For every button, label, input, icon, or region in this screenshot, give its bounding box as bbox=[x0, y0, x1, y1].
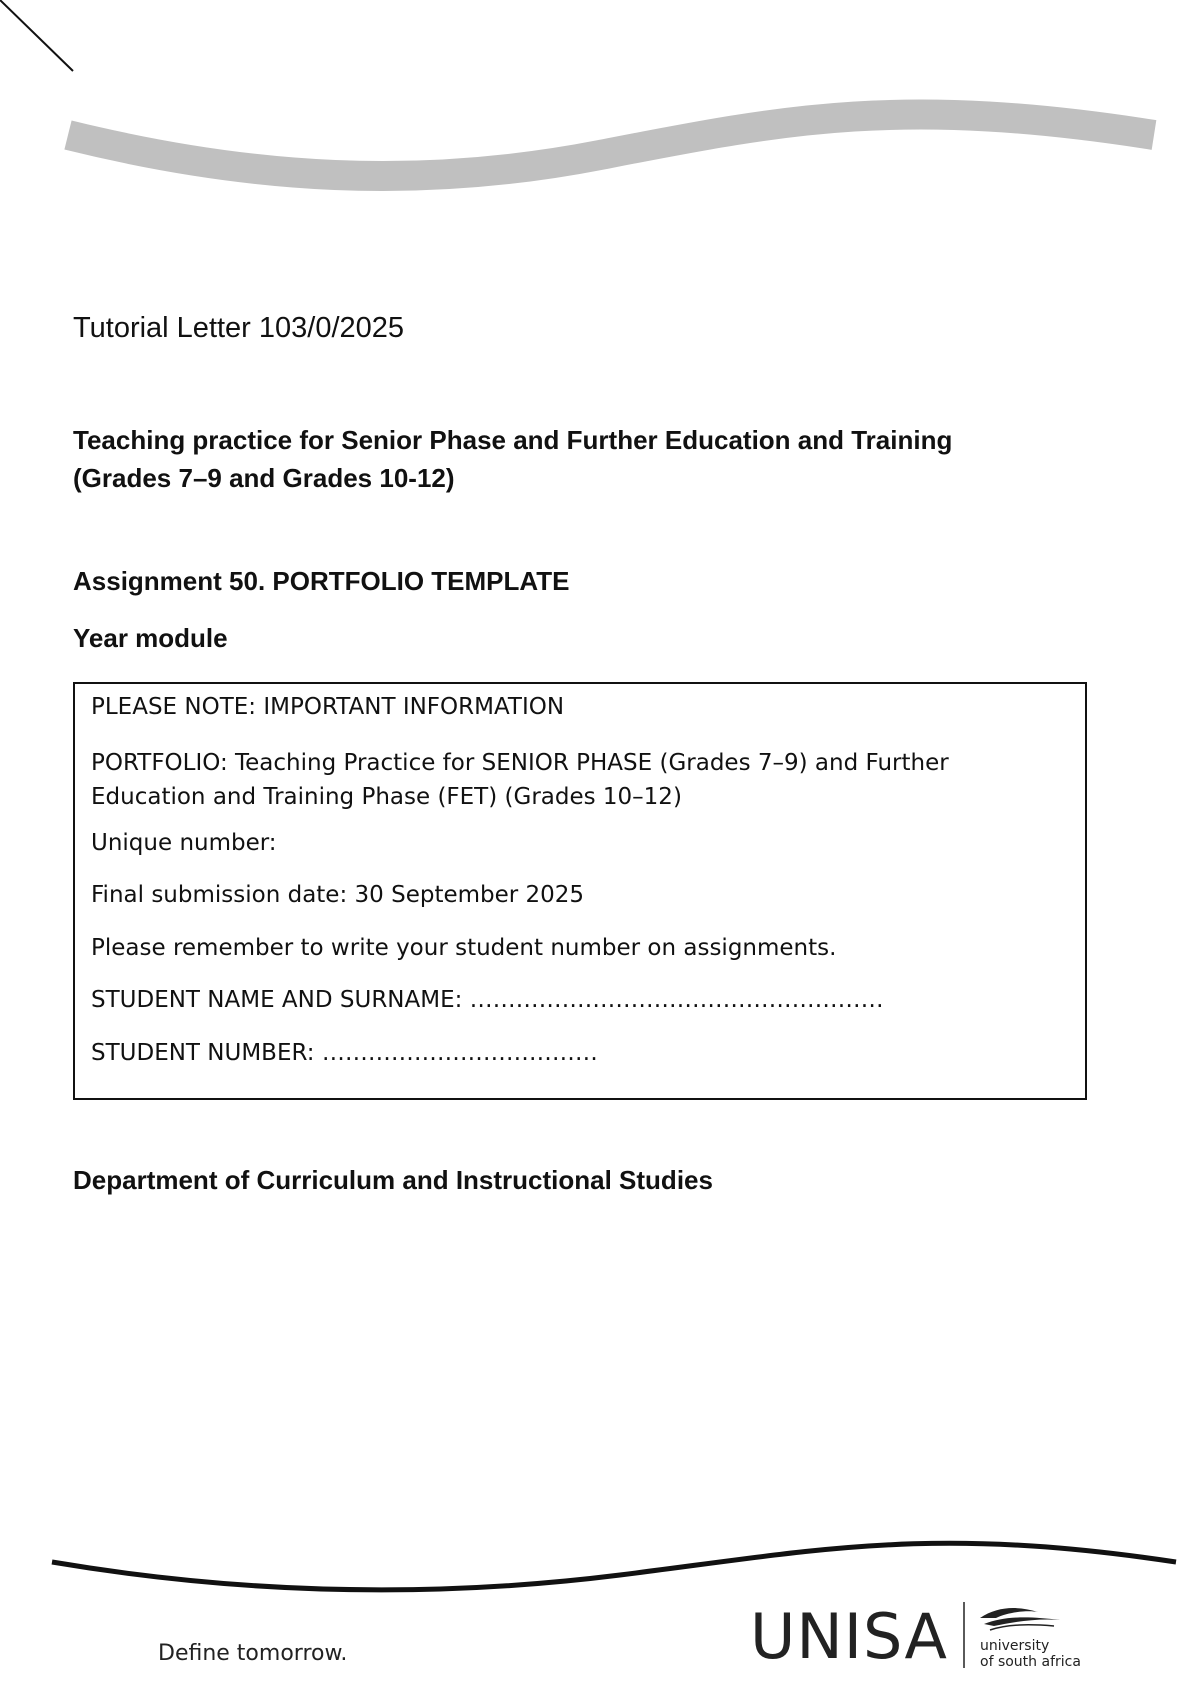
module-title bbox=[73, 421, 952, 497]
top-wave-decoration bbox=[0, 80, 1200, 210]
info-submission-date: Final submission date: 30 September 2025 bbox=[91, 882, 585, 908]
student-name-field: STUDENT NAME AND SURNAME: ……………………………………………… bbox=[91, 987, 884, 1013]
info-reminder: Please remember to write your student number on assignments. bbox=[91, 935, 837, 961]
department-name: Department of Curriculum and Instructional Studies bbox=[73, 1165, 713, 1195]
tagline: Define tomorrow. bbox=[158, 1641, 348, 1666]
corner-line bbox=[0, 0, 80, 80]
important-information-box bbox=[73, 682, 1087, 1100]
info-unique-number: Unique number: bbox=[91, 830, 277, 856]
info-portfolio: PORTFOLIO: Teaching Practice for SENIOR PHASE (Grades 7–9) and Further Education and Training Phase (FET) (Grades 10–12) bbox=[91, 750, 949, 810]
unisa-emblem-icon bbox=[978, 1604, 1068, 1638]
assignment-title: Assignment 50. PORTFOLIO TEMPLATE bbox=[73, 566, 570, 596]
unisa-logo-subtitle bbox=[980, 1638, 1081, 1670]
unisa-logo-text: UNISA bbox=[750, 1600, 948, 1673]
tutorial-letter-title: Tutorial Letter 103/0/2025 bbox=[73, 312, 405, 344]
info-note: PLEASE NOTE: IMPORTANT INFORMATION bbox=[91, 694, 565, 720]
module-title-line1: Teaching practice for Senior Phase and Further Education and Training bbox=[73, 425, 953, 455]
student-number-field: STUDENT NUMBER: ……………………………… bbox=[91, 1040, 598, 1066]
unisa-subtitle-line1: university bbox=[980, 1638, 1050, 1654]
module-title-line2: (Grades 7–9 and Grades 10-12) bbox=[73, 463, 455, 493]
logo-divider bbox=[962, 1602, 966, 1668]
bottom-wave-decoration bbox=[0, 1510, 1200, 1600]
module-period: Year module bbox=[73, 623, 228, 653]
unisa-subtitle-line2: of south africa bbox=[980, 1654, 1081, 1670]
